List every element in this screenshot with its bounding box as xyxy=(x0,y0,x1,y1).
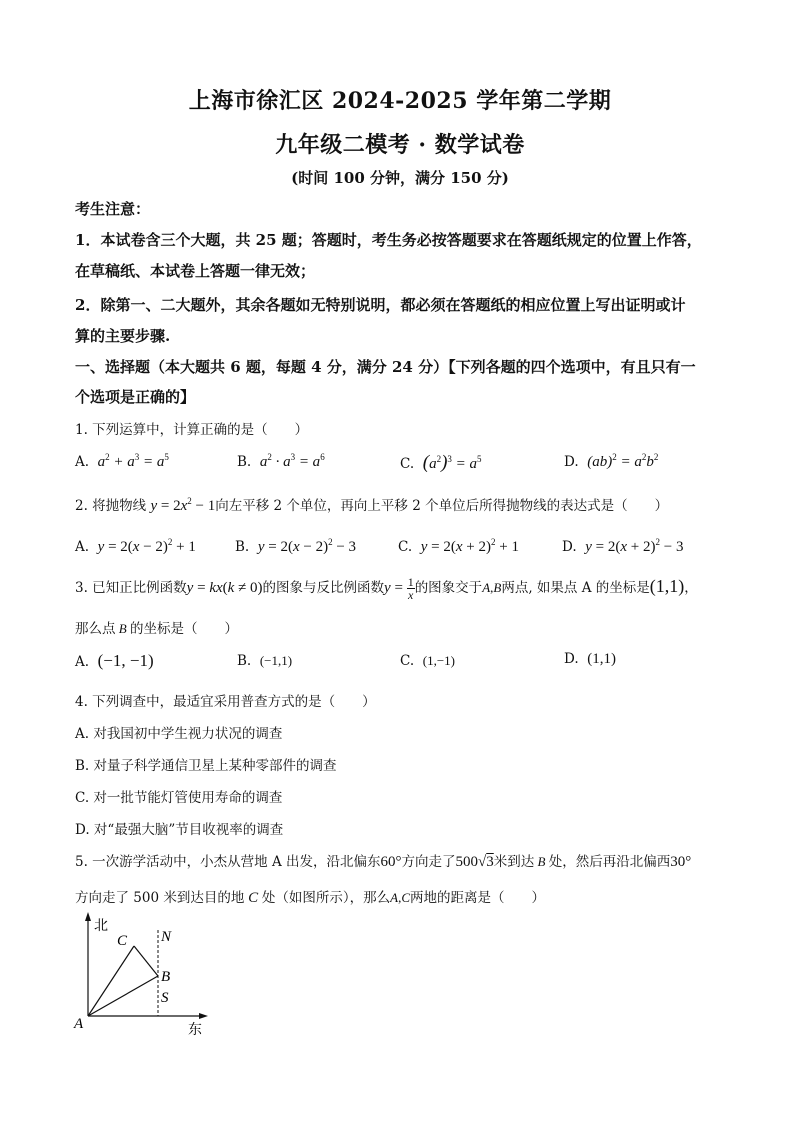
q1-option-a: A. $a^2 + a^3 = a^5$ xyxy=(75,452,169,470)
q5-figure xyxy=(70,908,220,1043)
point-B-label: B xyxy=(161,969,171,985)
east-label: 东 xyxy=(188,1023,202,1038)
segment-AC xyxy=(88,946,134,1016)
q2-stem: 2. 将抛物线 $y = 2x^2 - 1$向左平移 2 个单位，再向上平移 2 个单位后所得抛物线的表达式是（ ） xyxy=(75,496,669,514)
point-N-label: N xyxy=(161,929,172,945)
notice-item2-line2: 算的主要步骤. xyxy=(75,327,171,345)
north-arrow-icon xyxy=(85,912,91,921)
q4-option-d: D. 对“最强大脑”节目收视率的调查 xyxy=(75,822,284,838)
north-label: 北 xyxy=(94,919,108,934)
q4-option-b: B. 对量子科学通信卫星上某种零部件的调查 xyxy=(75,758,337,774)
q3-stem-line1: 3. 已知正比例函数y = kx(k ≠ 0)的图象与反比例函数y = $\frac{1}{x}$ 的图象交于A,B两点, 如果点 A 的坐标是(1,1)， xyxy=(75,575,698,602)
q1-option-b: B. $a^2 \cdot a^3 = a^6$ xyxy=(237,452,325,470)
exam-subtitle: (时间 100 分钟，满分 150 分) xyxy=(291,169,509,187)
exam-title-line1: 上海市徐汇区 2024-2025 学年第二学期 xyxy=(188,88,612,114)
segment-AB xyxy=(88,976,158,1016)
q3-option-b: B. (−1,1) xyxy=(237,653,293,669)
notice-item2-line1: 2．除第一、二大题外，其余各题如无特别说明，都必须在答题纸的相应位置上写出证明或计 xyxy=(75,296,686,314)
q2-option-a: A. $y = 2(x - 2)^2 + 1$ xyxy=(75,537,196,555)
section1-heading-line1: 一、选择题（本大题共 6 题，每题 4 分，满分 24 分）【下列各题的四个选项中，有且只有一 xyxy=(75,358,696,376)
q4-option-a: A. 对我国初中学生视力状况的调查 xyxy=(75,726,283,742)
q2-option-d: D. $y = 2(x + 2)^2 - 3$ xyxy=(562,537,684,555)
notice-heading: 考生注意： xyxy=(75,200,151,218)
q2-option-c: C. $y = 2(x + 2)^2 + 1$ xyxy=(398,537,519,555)
point-C-label: C xyxy=(117,933,128,949)
notice-item1-num: 1 xyxy=(75,231,86,249)
q5-stem-line2: 方向走了 500 米到达目的地 C 处（如图所示），那么A,C两地的距离是（ ） xyxy=(75,890,545,906)
notice-item1-line2: 在草稿纸、本试卷上答题一律无效； xyxy=(75,262,316,280)
q5-stem-line1: 5. 一次游学活动中，小杰从营地 A 出发，沿北偏东60°方向走了500√3米到达 B 处，然后再沿北偏西30° xyxy=(75,854,692,870)
q4-stem: 4. 下列调查中，最适宜采用普查方式的是（ ） xyxy=(75,694,376,710)
point-A-label: A xyxy=(74,1016,84,1032)
q1-option-c: C. $(a^2)^3 = a^5$ xyxy=(400,452,482,473)
segment-BC xyxy=(134,946,158,976)
q3-option-d: D. (1,1) xyxy=(564,651,616,667)
q2-option-b: B. $y = 2(x - 2)^2 - 3$ xyxy=(235,537,357,555)
exam-title-line2: 九年级二模考 · 数学试卷 xyxy=(275,132,525,158)
point-S-label: S xyxy=(161,990,169,1006)
q3-stem-line2: 那么点 B 的坐标是（ ） xyxy=(75,621,238,637)
q3-option-c: C. (1,−1) xyxy=(400,653,455,669)
east-arrow-icon xyxy=(199,1013,208,1019)
q3-option-a: A. (−1, −1) xyxy=(75,651,154,670)
section1-heading-line2: 个选项是正确的】 xyxy=(75,388,196,406)
notice-item2-num: 2 xyxy=(75,296,86,314)
q1-option-d: D. $(ab)^2 = a^2b^2$ xyxy=(564,452,659,470)
q4-option-c: C. 对一批节能灯管使用寿命的调查 xyxy=(75,790,283,806)
notice-item1-line1: 1．本试卷含三个大题，共 25 题；答题时，考生务必按答题要求在答题纸规定的位置上作答， xyxy=(75,231,702,249)
q1-stem: 1. 下列运算中，计算正确的是（ ） xyxy=(75,422,309,438)
